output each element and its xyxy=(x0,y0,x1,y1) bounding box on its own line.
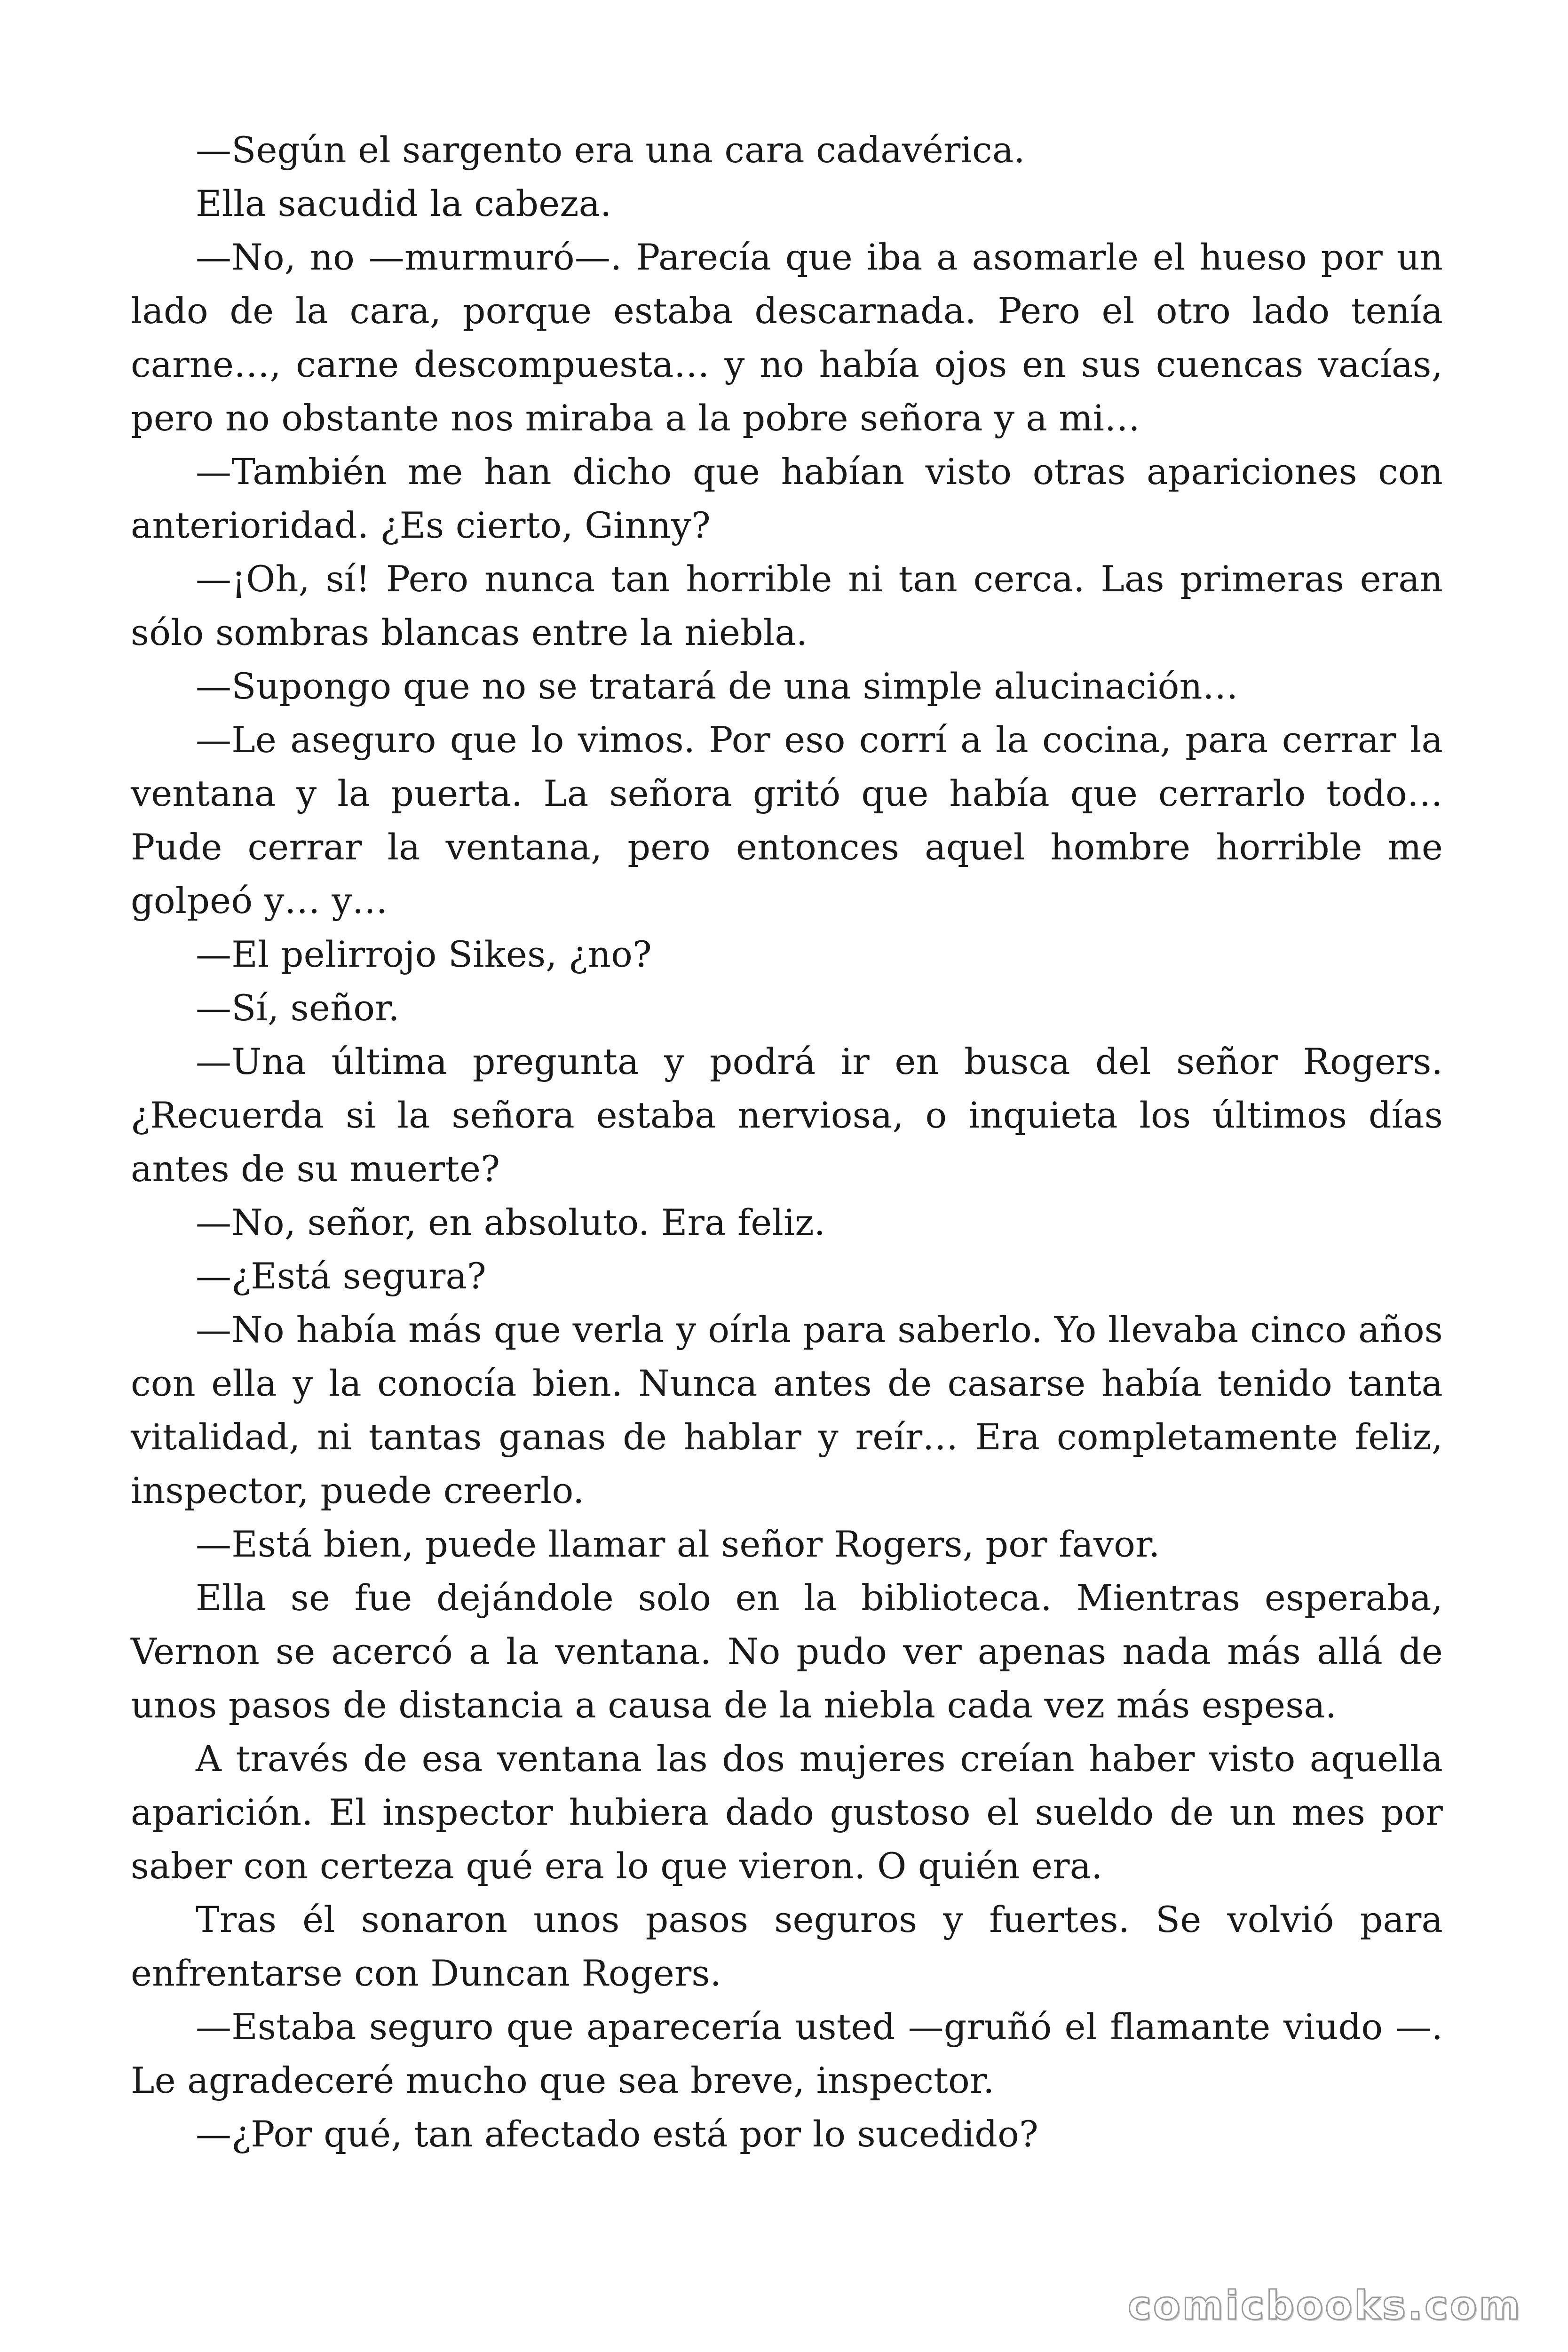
body-text xyxy=(131,123,1443,2161)
paragraph: Ella sacudid la cabeza. xyxy=(196,183,612,224)
paragraph: —Está bien, puede llamar al señor Rogers, por favor. xyxy=(196,1523,1160,1565)
paragraph: —También me han dicho que habían visto otras apariciones con anterioridad. ¿Es cierto, Ginny? xyxy=(131,451,1443,546)
paragraph: —No había más que verla y oírla para saberlo. Yo llevaba cinco años con ella y la conocía bien. Nunca antes de casarse había tenido tanta vitalidad, ni tantas ganas de hablar y reír… Era completamente feliz, inspector, puede creerlo. xyxy=(131,1309,1443,1511)
paragraph: —Según el sargento era una cara cadavérica. xyxy=(196,129,1025,171)
paragraph: A través de esa ventana las dos mujeres creían haber visto aquella aparición. El inspector hubiera dado gustoso el sueldo de un mes por saber con certeza qué era lo que vieron. O quién era. xyxy=(131,1738,1443,1887)
paragraph: —¿Por qué, tan afectado está por lo sucedido? xyxy=(196,2113,1038,2155)
paragraph: —Una última pregunta y podrá ir en busca del señor Rogers. ¿Recuerda si la señora estaba nerviosa, o inquieta los últimos días antes de su muerte? xyxy=(131,1041,1443,1190)
watermark: comicbooks.com xyxy=(1128,2282,1522,2328)
paragraph: Tras él sonaron unos pasos seguros y fuertes. Se volvió para enfrentarse con Duncan Rogers. xyxy=(131,1899,1443,1994)
paragraph: —Supongo que no se tratará de una simple alucinación… xyxy=(196,665,1238,707)
paragraph: —¿Está segura? xyxy=(196,1255,486,1297)
paragraph: —Sí, señor. xyxy=(196,987,400,1029)
paragraph: —¡Oh, sí! Pero nunca tan horrible ni tan cerca. Las primeras eran sólo sombras blancas entre la niebla. xyxy=(131,558,1443,653)
paragraph: —No, no —murmuró—. Parecía que iba a asomarle el hueso por un lado de la cara, porque estaba descarnada. Pero el otro lado tenía carne…, carne descompuesta… y no había ojos en sus cuencas vacías, pero no obstante nos miraba a la pobre señora y a mi… xyxy=(131,236,1443,439)
paragraph: —No, señor, en absoluto. Era feliz. xyxy=(196,1201,826,1243)
paragraph: Ella se fue dejándole solo en la biblioteca. Mientras esperaba, Vernon se acercó a la ventana. No pudo ver apenas nada más allá de unos pasos de distancia a causa de la niebla cada vez más espesa. xyxy=(131,1577,1443,1726)
paragraph: —Le aseguro que lo vimos. Por eso corrí a la cocina, para cerrar la ventana y la puerta. La señora gritó que había que cerrarlo todo… Pude cerrar la ventana, pero entonces aquel hombre horrible me golpeó y… y… xyxy=(131,719,1443,922)
paragraph: —El pelirrojo Sikes, ¿no? xyxy=(196,933,652,975)
paragraph: —Estaba seguro que aparecería usted —gruñó el flamante viudo —. Le agradeceré mucho que sea breve, inspector. xyxy=(131,2006,1443,2101)
